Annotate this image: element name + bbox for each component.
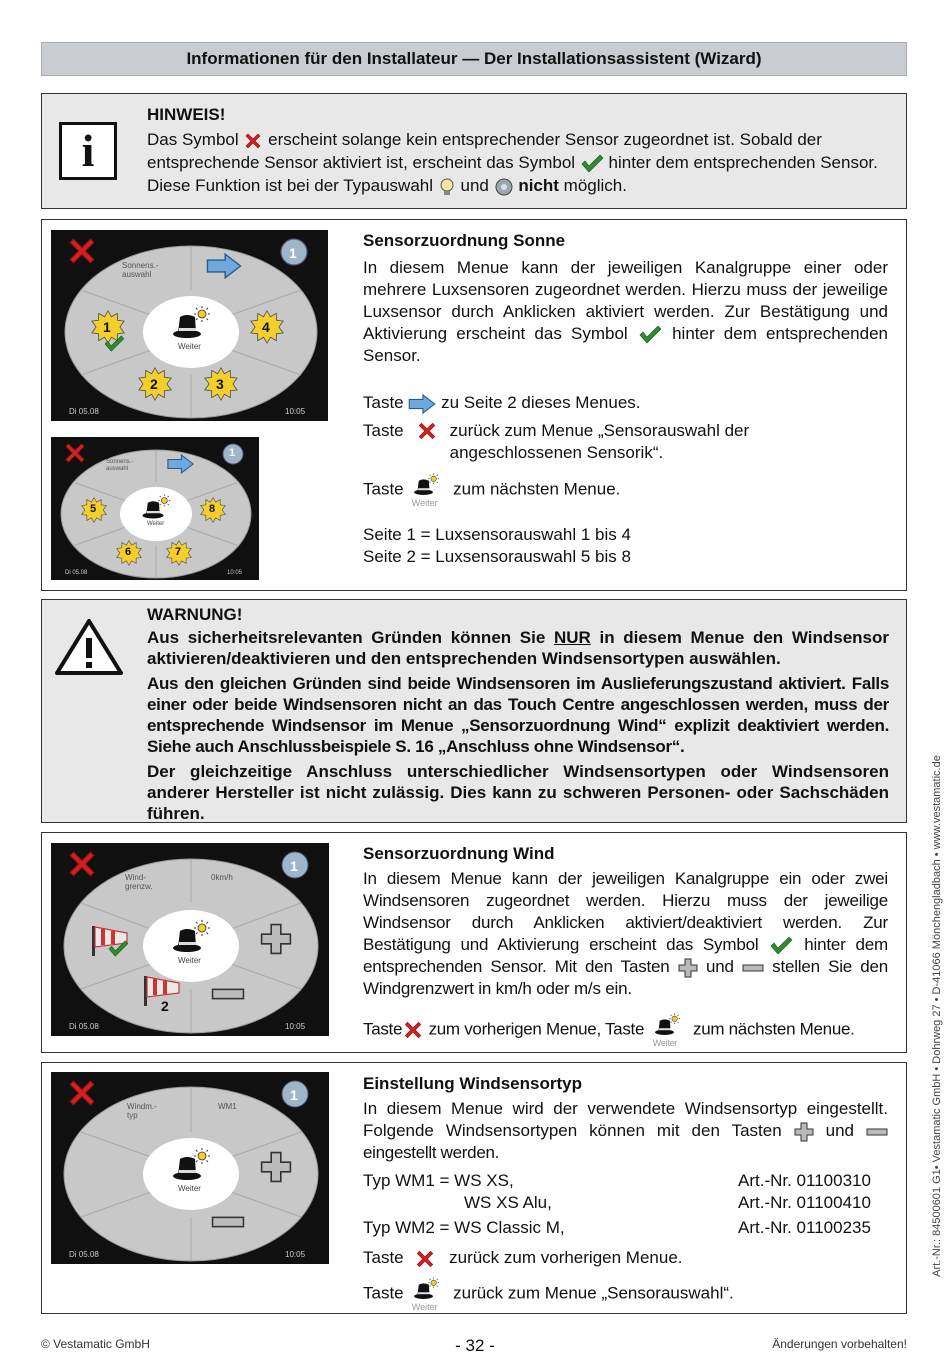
checkmark-icon (637, 325, 663, 345)
warning-icon (54, 618, 124, 676)
svg-text:Weiter: Weiter (652, 1038, 677, 1048)
warnung-title: WARNUNG! (147, 605, 243, 624)
checkmark-icon (768, 936, 794, 956)
typ-row: Typ WM1 = WS XS, Art.-Nr. 01100310 (363, 1171, 871, 1190)
minus-icon[interactable] (213, 989, 244, 998)
x-icon (243, 131, 263, 151)
x-icon (410, 420, 446, 442)
sonne-title: Sensorzuordnung Sonne (363, 231, 566, 250)
x-icon (408, 1248, 444, 1270)
x-icon (402, 1019, 424, 1041)
footer-copyright: © Vestamatic GmbH (41, 1337, 150, 1351)
hinweis-title: HINWEIS! (147, 105, 226, 124)
page-number: - 32 - (455, 1336, 495, 1355)
bulb-icon (438, 177, 456, 197)
sonne-box: Sonnens.- auswahl Weiter Di 05.08 10:05 1 1 4 2 3 Sonnens.- auswahl Weiter Di 05.08 10:05 1 5 8 6 7 Sensorzuordnung Sonne In diesem Menue kann der jeweiligen Kanalgruppe einer oder mehrere Luxsensoren zugeordnet werden. Hierzu muss der jeweilige Luxsensor durch Anklicken aktiviert werden. Zur Bestätigung und Aktivierung erscheint das Symbol hinter dem entsprechenden Sensor. Taste zu Seite 2 dieses Menues. Taste zurück zum Menue „Sensorauswahl der angeschlossenen Sensorik“. Taste Weiter zum nächsten Menue. Seite 1 = Luxsensorauswahl 1 bis 4 Seite 2 = Luxsensorauswahl 5 bis 8 (41, 219, 907, 591)
svg-text:Weiter: Weiter (412, 498, 439, 508)
plus-icon (794, 1122, 814, 1142)
screen-back-x-icon[interactable] (70, 852, 94, 876)
plus-icon (678, 958, 698, 978)
windsensortyp-screen: Windm.- typ WM1 Weiter Di 05.08 10:05 1 (51, 1072, 329, 1264)
wind-box: Wind- grenzw. 0km/h Weiter Di 05.08 10:05 1 2 Sensorzuordnung Wind In diesem Menue kann der jeweiligen Kanalgruppe ein oder zwei Windsensoren zugeordnet werden. Hierzu muss der jeweilige Windsensor durch Anklicken aktiviert/deaktiviert werden. Zur Bestätigung und Aktivierung erscheint das Symbol hinter dem entsprechenden Sensor. Mit den Tasten und stellen Sie den Windgrenzwert in km/h oder m/s ein. Taste zum vorherigen Menue, Taste Weiter zum nächsten Menue. (41, 832, 907, 1053)
sidebar-imprint: Art.-Nr.: 84500601 G1• Vestamatic GmbH • Dohrweg 27 • D-41066 Mönchengladbach • www.vestamatic.de (931, 755, 943, 1277)
checkmark-icon (580, 154, 604, 174)
windsensortyp-box: Windm.- typ WM1 Weiter Di 05.08 10:05 1 Einstellung Windsensortyp In diesem Menue wird der verwendete Windsensortyp eingestellt. Folgende Windsensortypen können mit den Tasten und eingestellt werden. Typ WM1 = WS XS, Art.-Nr. 01100310 WS XS Alu, Art.-Nr. 01100410 Typ WM2 = WS Classic M, Art.-Nr. 01100235 Taste zurück zum vorherigen Menue. Taste Weiter zurück zum Menue „Sensorauswahl“. (41, 1062, 907, 1314)
footer-note: Änderungen vorbehalten! (772, 1337, 907, 1351)
page-header: Informationen für den Installateur — Der Installationsassistent (Wizard) (41, 42, 907, 76)
wind-screen: Wind- grenzw. 0km/h Weiter Di 05.08 10:05 1 2 (51, 843, 329, 1036)
typ-row: WS XS Alu, Art.-Nr. 01100410 (464, 1193, 871, 1212)
gear-icon (494, 177, 514, 197)
warnung-box: WARNUNG! Aus sicherheitsrelevanten Gründen können Sie NUR in diesem Menue den Windsensor aktivieren/deaktivieren und den entsprechenden Windsensortypen auswählen. Aus den gleichen Gründen sind beide Windsensoren im Auslieferungszustand aktiviert. Falls einer oder beide Windsensoren nicht an das Touch Centre angeschlossen werden, muss der entsprechende Windsensor im Menue „Sensorzuordnung Wind“ explizit deaktiviert werden. Siehe auch Anschlussbeispiele S. 16 „Anschluss ohne Windsensor“. Der gleichzeitige Anschluss unterschiedlicher Windsensortypen oder Windsensoren anderer Hersteller ist nicht zulässig. Dies kann zu schweren Personen- oder Sachschäden führen. (41, 599, 907, 823)
screen-back-x-icon[interactable] (70, 1081, 94, 1105)
wind-title: Sensorzuordnung Wind (363, 844, 555, 863)
svg-text:Weiter: Weiter (412, 1301, 439, 1312)
weiter-hat-icon (649, 1012, 689, 1048)
screen-back-x-icon[interactable] (66, 444, 84, 462)
sonne-screen-page1: Sonnens.- auswahl Weiter Di 05.08 10:05 1 1 4 2 3 (51, 230, 328, 421)
weiter-hat-icon (408, 472, 448, 508)
info-icon: i (59, 122, 117, 180)
typ-row: Typ WM2 = WS Classic M, Art.-Nr. 01100235 (363, 1218, 871, 1237)
minus-icon (866, 1127, 888, 1137)
screen-back-x-icon[interactable] (70, 239, 94, 263)
arrow-right-icon (408, 394, 436, 414)
minus-icon[interactable] (213, 1217, 244, 1226)
weiter-hat-icon (408, 1276, 448, 1312)
hinweis-box: i HINWEIS! Das Symbol erscheint solange kein entsprechender Sensor zugeordnet ist. Sobald der entsprechende Sensor aktiviert ist, erscheint das Symbol hinter dem entsprechenden Sensor. Diese Funktion ist bei der Typauswahl und nicht möglich. (41, 93, 907, 209)
sonne-screen-page2: Sonnens.- auswahl Weiter Di 05.08 10:05 1 5 8 6 7 (51, 437, 259, 580)
windsensortyp-title: Einstellung Windsensortyp (363, 1074, 582, 1093)
minus-icon (742, 963, 764, 973)
